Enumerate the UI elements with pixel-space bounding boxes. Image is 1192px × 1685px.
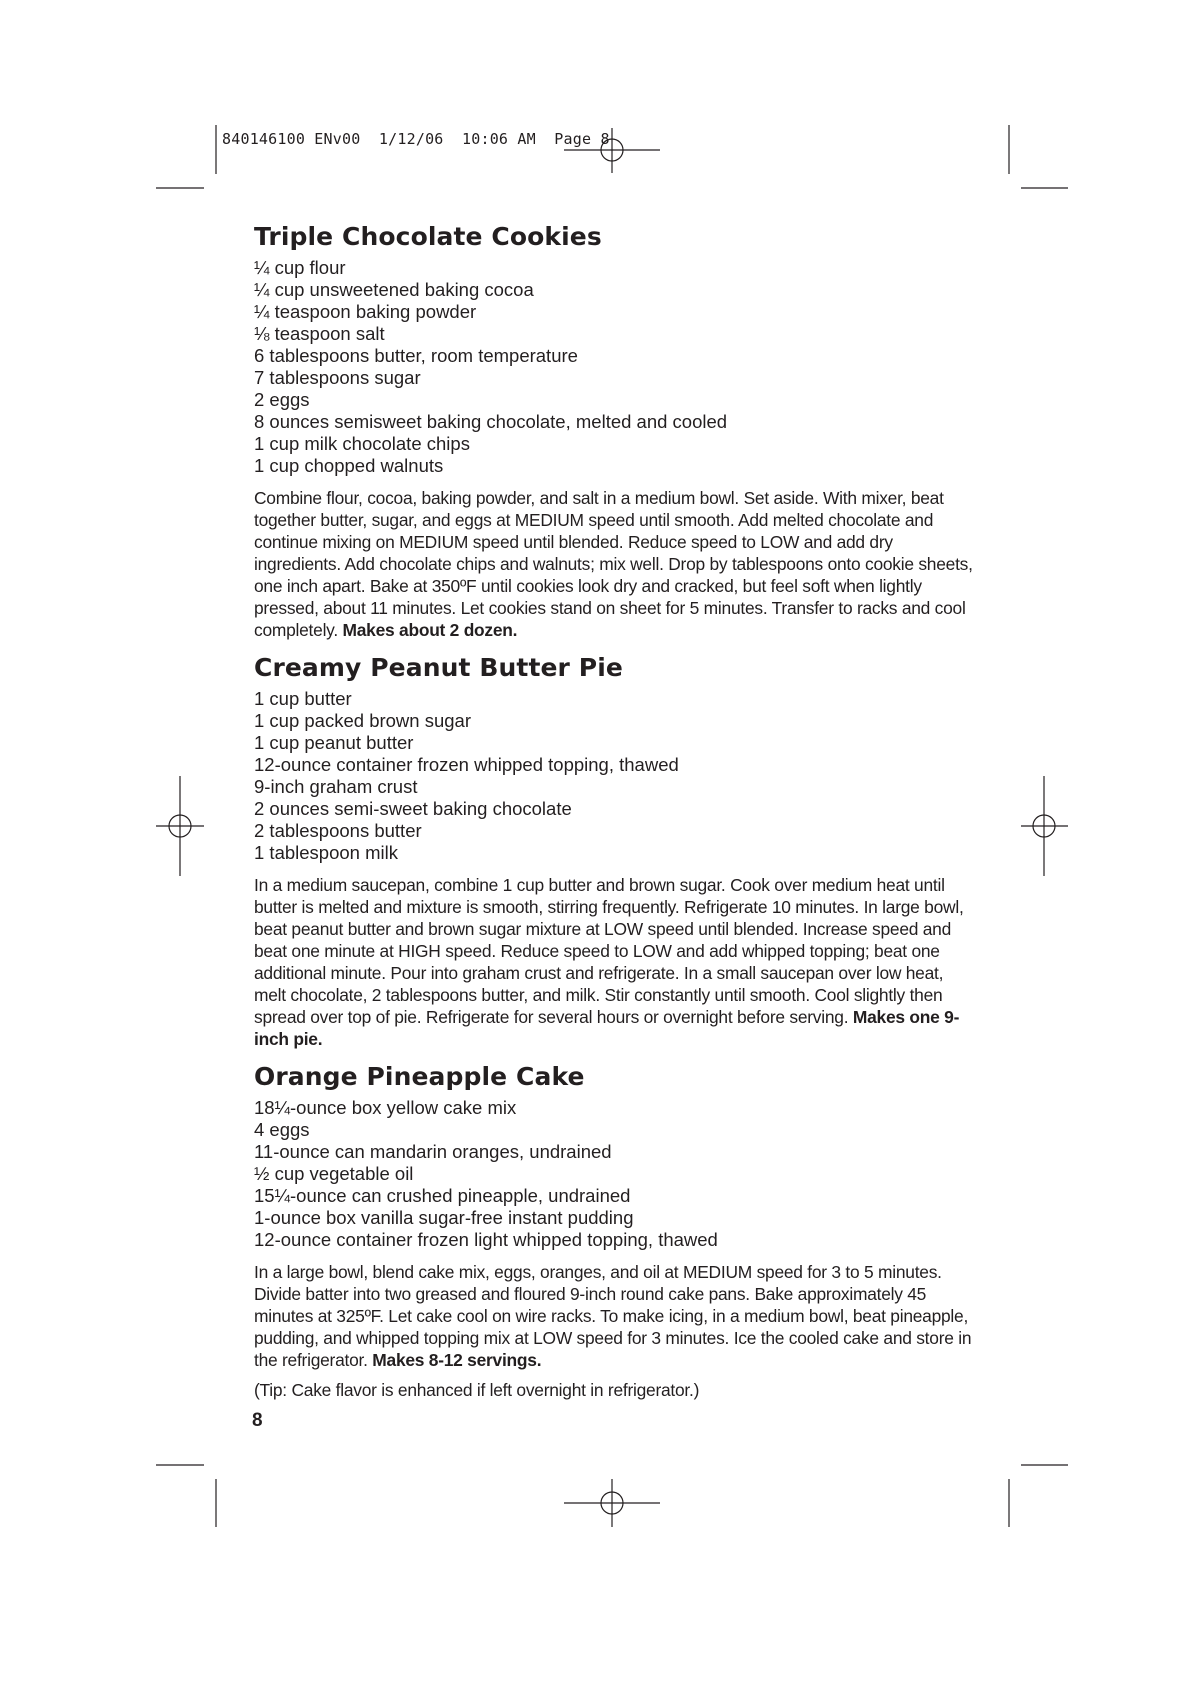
ingredient-item: 1 cup milk chocolate chips (254, 433, 470, 454)
ingredient-item: 18¼-ounce box yellow cake mix (254, 1097, 517, 1118)
ingredient-list (254, 257, 974, 477)
recipe-orange-pineapple-cake (254, 1060, 974, 1401)
directions-text: In a large bowl, blend cake mix, eggs, oranges, and oil at MEDIUM speed for 3 to 5 minutes. Divide batter into two greased and floured 9-inch round cake pans. Bake approximately 45 minutes at 325ºF. Let cake cool on wire racks. To make icing, in a medium bowl, beat pineapple, pudding, and whipped topping mix at LOW speed for 3 minutes. Ice the cooled cake and store in the refrigerator. (254, 1262, 972, 1370)
recipe-triple-chocolate-cookies (254, 220, 974, 641)
ingredient-item: 11-ounce can mandarin oranges, undrained (254, 1141, 612, 1162)
print-slug: 840146100 ENv00 1/12/06 10:06 AM Page 8 (222, 130, 610, 148)
ingredient-item: 15¼-ounce can crushed pineapple, undrained (254, 1185, 631, 1206)
recipe-directions (254, 487, 974, 641)
page-number: 8 (252, 1410, 263, 1431)
ingredient-item: 1 cup peanut butter (254, 732, 414, 753)
ingredient-item: 1-ounce box vanilla sugar-free instant pudding (254, 1207, 634, 1228)
ingredient-item: 2 ounces semi-sweet baking chocolate (254, 798, 572, 819)
ingredient-item: 2 tablespoons butter (254, 820, 422, 841)
ingredient-item: ¼ teaspoon baking powder (254, 301, 477, 322)
ingredient-item: 2 eggs (254, 389, 310, 410)
ingredient-item: ¼ cup unsweetened baking cocoa (254, 279, 534, 300)
recipe-directions (254, 874, 974, 1050)
recipe-title: Orange Pineapple Cake (254, 1062, 585, 1091)
registration-mark-bottom (564, 1479, 660, 1527)
recipe-title: Creamy Peanut Butter Pie (254, 653, 623, 682)
ingredient-item: ¼ cup flour (254, 257, 346, 278)
ingredient-item: 1 tablespoon milk (254, 842, 398, 863)
recipe-yield: Makes 8-12 servings. (372, 1350, 542, 1370)
registration-mark-left (156, 776, 204, 876)
recipe-title: Triple Chocolate Cookies (254, 222, 602, 251)
ingredient-item: 1 cup butter (254, 688, 352, 709)
recipe-yield: Makes one 9-inch pie. (254, 1007, 960, 1049)
ingredient-item: 1 cup packed brown sugar (254, 710, 471, 731)
ingredient-list (254, 688, 974, 864)
ingredient-item: 12-ounce container frozen light whipped topping, thawed (254, 1229, 718, 1250)
ingredient-item: 6 tablespoons butter, room temperature (254, 345, 578, 366)
ingredient-item: ⅛ teaspoon salt (254, 323, 385, 344)
ingredient-item: ½ cup vegetable oil (254, 1163, 414, 1184)
directions-text: Combine flour, cocoa, baking powder, and salt in a medium bowl. Set aside. With mixer, beat together butter, sugar, and eggs at MEDIUM speed until smooth. Add melted chocolate and continue mixing on MEDIUM speed until blended. Reduce speed to LOW and add dry ingredients. Add chocolate chips and walnuts; mix well. Drop by tablespoons onto cookie sheets, one inch apart. Bake at 350ºF until cookies look dry and cracked, but feel soft when lightly pressed, about 11 minutes. Let cookies stand on sheet for 5 minutes. Transfer to racks and cool completely. (254, 488, 973, 640)
ingredient-item: 7 tablespoons sugar (254, 367, 421, 388)
ingredient-item: 8 ounces semisweet baking chocolate, melted and cooled (254, 411, 728, 432)
recipe-page-content (254, 220, 974, 1401)
directions-text: In a medium saucepan, combine 1 cup butter and brown sugar. Cook over medium heat until butter is melted and mixture is smooth, stirring frequently. Refrigerate 10 minutes. In large bowl, beat peanut butter and brown sugar mixture at LOW speed until blended. Increase speed and beat one minute at HIGH speed. Reduce speed to LOW and add whipped topping; beat one additional minute. Pour into graham crust and refrigerate. In a small saucepan over low heat, melt chocolate, 2 tablespoons butter, and milk. Stir constantly until smooth. Cool slightly then spread over top of pie. Refrigerate for several hours or overnight before serving. (254, 875, 964, 1027)
recipe-yield: Makes about 2 dozen. (342, 620, 518, 640)
recipe-directions (254, 1261, 974, 1371)
ingredient-item: 12-ounce container frozen whipped topping, thawed (254, 754, 679, 775)
ingredient-item: 1 cup chopped walnuts (254, 455, 444, 476)
registration-mark-right (1021, 776, 1068, 876)
ingredient-list (254, 1097, 974, 1251)
ingredient-item: 4 eggs (254, 1119, 310, 1140)
recipe-creamy-peanut-butter-pie (254, 651, 974, 1050)
ingredient-item: 9-inch graham crust (254, 776, 418, 797)
recipe-tip: (Tip: Cake flavor is enhanced if left overnight in refrigerator.) (254, 1380, 700, 1400)
